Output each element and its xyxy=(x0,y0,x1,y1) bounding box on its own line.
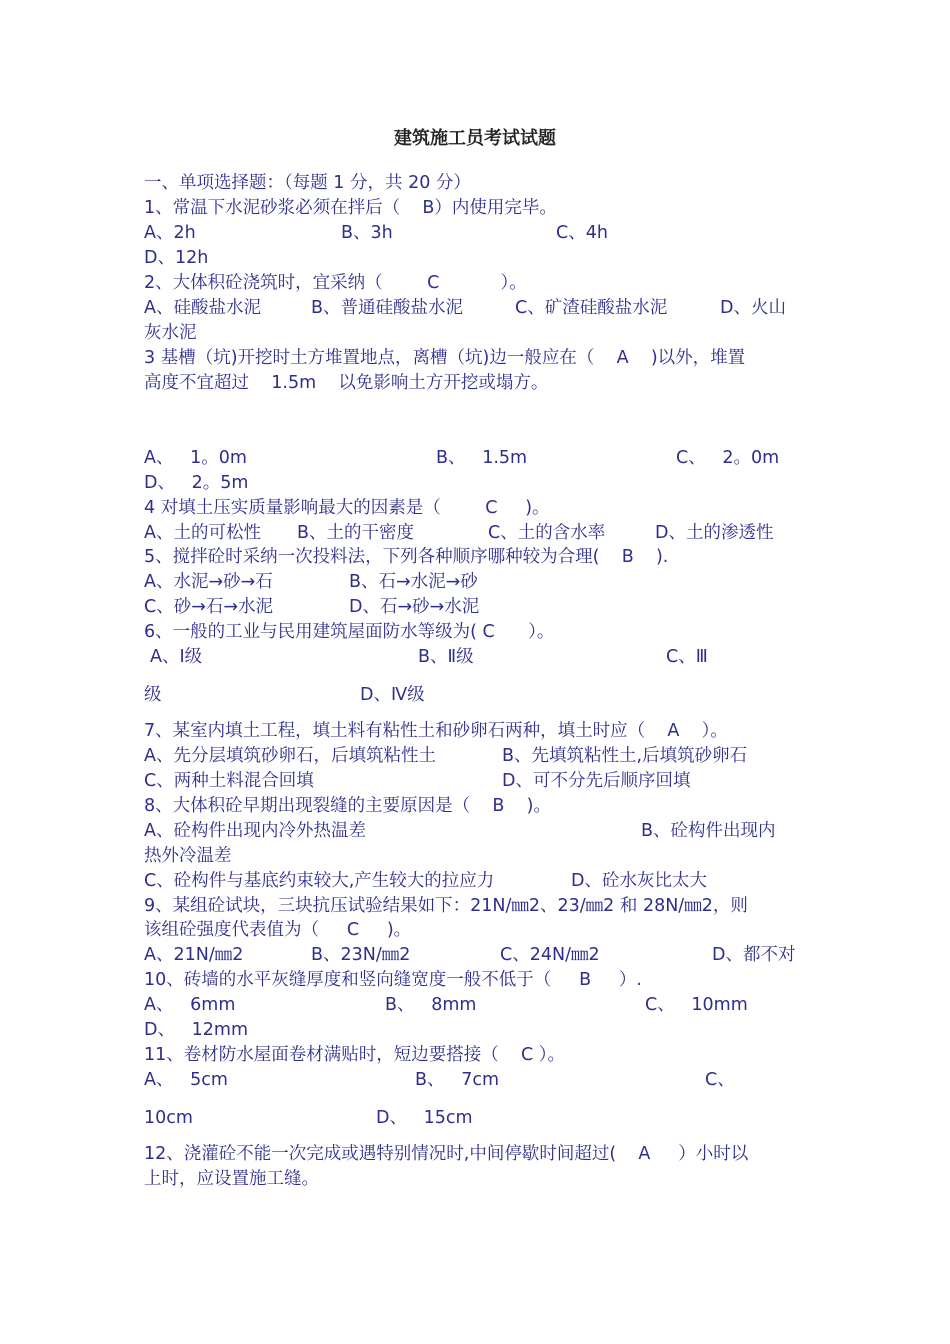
q10-option-d: D、 12mm xyxy=(144,1020,249,1040)
question-12-line-1: 12、浇灌砼不能一次完成或遇特别情况时,中间停歇时间超过( A ）小时以 xyxy=(144,1144,749,1164)
question-9-line-2: 该组砼强度代表值为（ C )。 xyxy=(144,920,412,940)
q4-option-b: B、土的干密度 xyxy=(297,523,415,543)
question-12-line-2: 上时，应设置施工缝。 xyxy=(144,1169,319,1189)
question-3-line-2: 高度不宜超过 1.5m 以免影响土方开挖或塌方。 xyxy=(144,373,549,393)
q1-option-c: C、4h xyxy=(556,223,608,243)
q8-option-b-cont: 热外冷温差 xyxy=(144,846,232,866)
q3-option-a: A、 1。0m xyxy=(144,448,247,468)
q1-option-a: A、2h xyxy=(144,223,196,243)
q2-option-c: C、矿渣硅酸盐水泥 xyxy=(515,298,668,318)
q6-option-b: B、Ⅱ级 xyxy=(418,647,474,667)
q6-option-c: C、Ⅲ xyxy=(666,647,708,667)
q2-option-d-cont: 灰水泥 xyxy=(144,323,197,343)
page-title: 建筑施工员考试试题 xyxy=(394,128,556,149)
q2-option-b: B、普通硅酸盐水泥 xyxy=(311,298,464,318)
q10-option-b: B、 8mm xyxy=(385,995,477,1015)
q5-option-d: D、石→砂→水泥 xyxy=(349,597,480,617)
q5-option-b: B、石→水泥→砂 xyxy=(349,572,478,592)
q2-option-a: A、硅酸盐水泥 xyxy=(144,298,261,318)
q3-option-d: D、 2。5m xyxy=(144,473,249,493)
q1-option-d: D、12h xyxy=(144,248,209,268)
question-9-line-1: 9、某组砼试块，三块抗压试验结果如下：21N/㎜2、23/㎜2 和 28N/㎜2，则 xyxy=(144,896,748,916)
question-7: 7、某室内填土工程，填土料有粘性土和砂卵石两种，填土时应（ A ）。 xyxy=(144,721,728,741)
q6-option-a: A、Ⅰ级 xyxy=(150,647,203,667)
q7-option-c: C、两种土料混合回填 xyxy=(144,771,314,791)
q11-option-c: C、 xyxy=(705,1070,735,1090)
q7-option-d: D、可不分先后顺序回填 xyxy=(502,771,691,791)
q7-option-b: B、先填筑粘性土,后填筑砂卵石 xyxy=(502,746,748,766)
q4-option-c: C、土的含水率 xyxy=(488,523,606,543)
q3-option-c: C、 2。0m xyxy=(676,448,780,468)
q5-option-c: C、砂→石→水泥 xyxy=(144,597,274,617)
question-4: 4 对填土压实质量影响最大的因素是（ C )。 xyxy=(144,498,550,518)
q8-option-c: C、砼构件与基底约束较大,产生较大的拉应力 xyxy=(144,871,495,891)
question-11: 11、卷材防水屋面卷材满贴时，短边要搭接（ C ）。 xyxy=(144,1045,566,1065)
q3-option-b: B、 1.5m xyxy=(436,448,528,468)
question-10: 10、砖墙的水平灰缝厚度和竖向缝宽度一般不低于（ B ）. xyxy=(144,970,642,990)
q11-option-c-cont: 10cm xyxy=(144,1108,193,1128)
q10-option-c: C、 10mm xyxy=(645,995,748,1015)
question-5: 5、搅拌砼时采纳一次投料法，下列各种顺序哪种较为合理( B ). xyxy=(144,547,669,567)
question-3-line-1: 3 基槽（坑)开挖时土方堆置地点，离槽（坑)边一般应在（ A )以外，堆置 xyxy=(144,348,746,368)
q9-option-a: A、21N/㎜2 xyxy=(144,945,244,965)
q8-option-d: D、砼水灰比太大 xyxy=(571,871,707,891)
section-heading: 一、单项选择题：（每题 1 分，共 20 分） xyxy=(144,173,471,193)
q7-option-a: A、先分层填筑砂卵石，后填筑粘性土 xyxy=(144,746,436,766)
q4-option-a: A、土的可松性 xyxy=(144,523,261,543)
question-8: 8、大体积砼早期出现裂缝的主要原因是（ B )。 xyxy=(144,796,551,816)
q11-option-a: A、 5cm xyxy=(144,1070,228,1090)
q4-option-d: D、土的渗透性 xyxy=(655,523,774,543)
q1-option-b: B、3h xyxy=(341,223,393,243)
q9-option-b: B、23N/㎜2 xyxy=(311,945,411,965)
q8-option-b: B、砼构件出现内 xyxy=(641,821,776,841)
question-1: 1、常温下水泥砂浆必须在拌后（ B）内使用完毕。 xyxy=(144,198,557,218)
q8-option-a: A、砼构件出现内冷外热温差 xyxy=(144,821,366,841)
question-6: 6、一般的工业与民用建筑屋面防水等级为( C ）。 xyxy=(144,622,555,642)
q6-option-c-cont: 级 xyxy=(144,685,162,705)
q2-option-d: D、火山 xyxy=(720,298,786,318)
q11-option-d: D、 15cm xyxy=(376,1108,473,1128)
question-2: 2、大体积砼浇筑时，宜采纳（ C ）。 xyxy=(144,273,527,293)
q9-option-d: D、都不对 xyxy=(712,945,796,965)
q11-option-b: B、 7cm xyxy=(415,1070,499,1090)
q5-option-a: A、水泥→砂→石 xyxy=(144,572,273,592)
q9-option-c: C、24N/㎜2 xyxy=(500,945,600,965)
q6-option-d: D、Ⅳ级 xyxy=(360,685,425,705)
q10-option-a: A、 6mm xyxy=(144,995,236,1015)
